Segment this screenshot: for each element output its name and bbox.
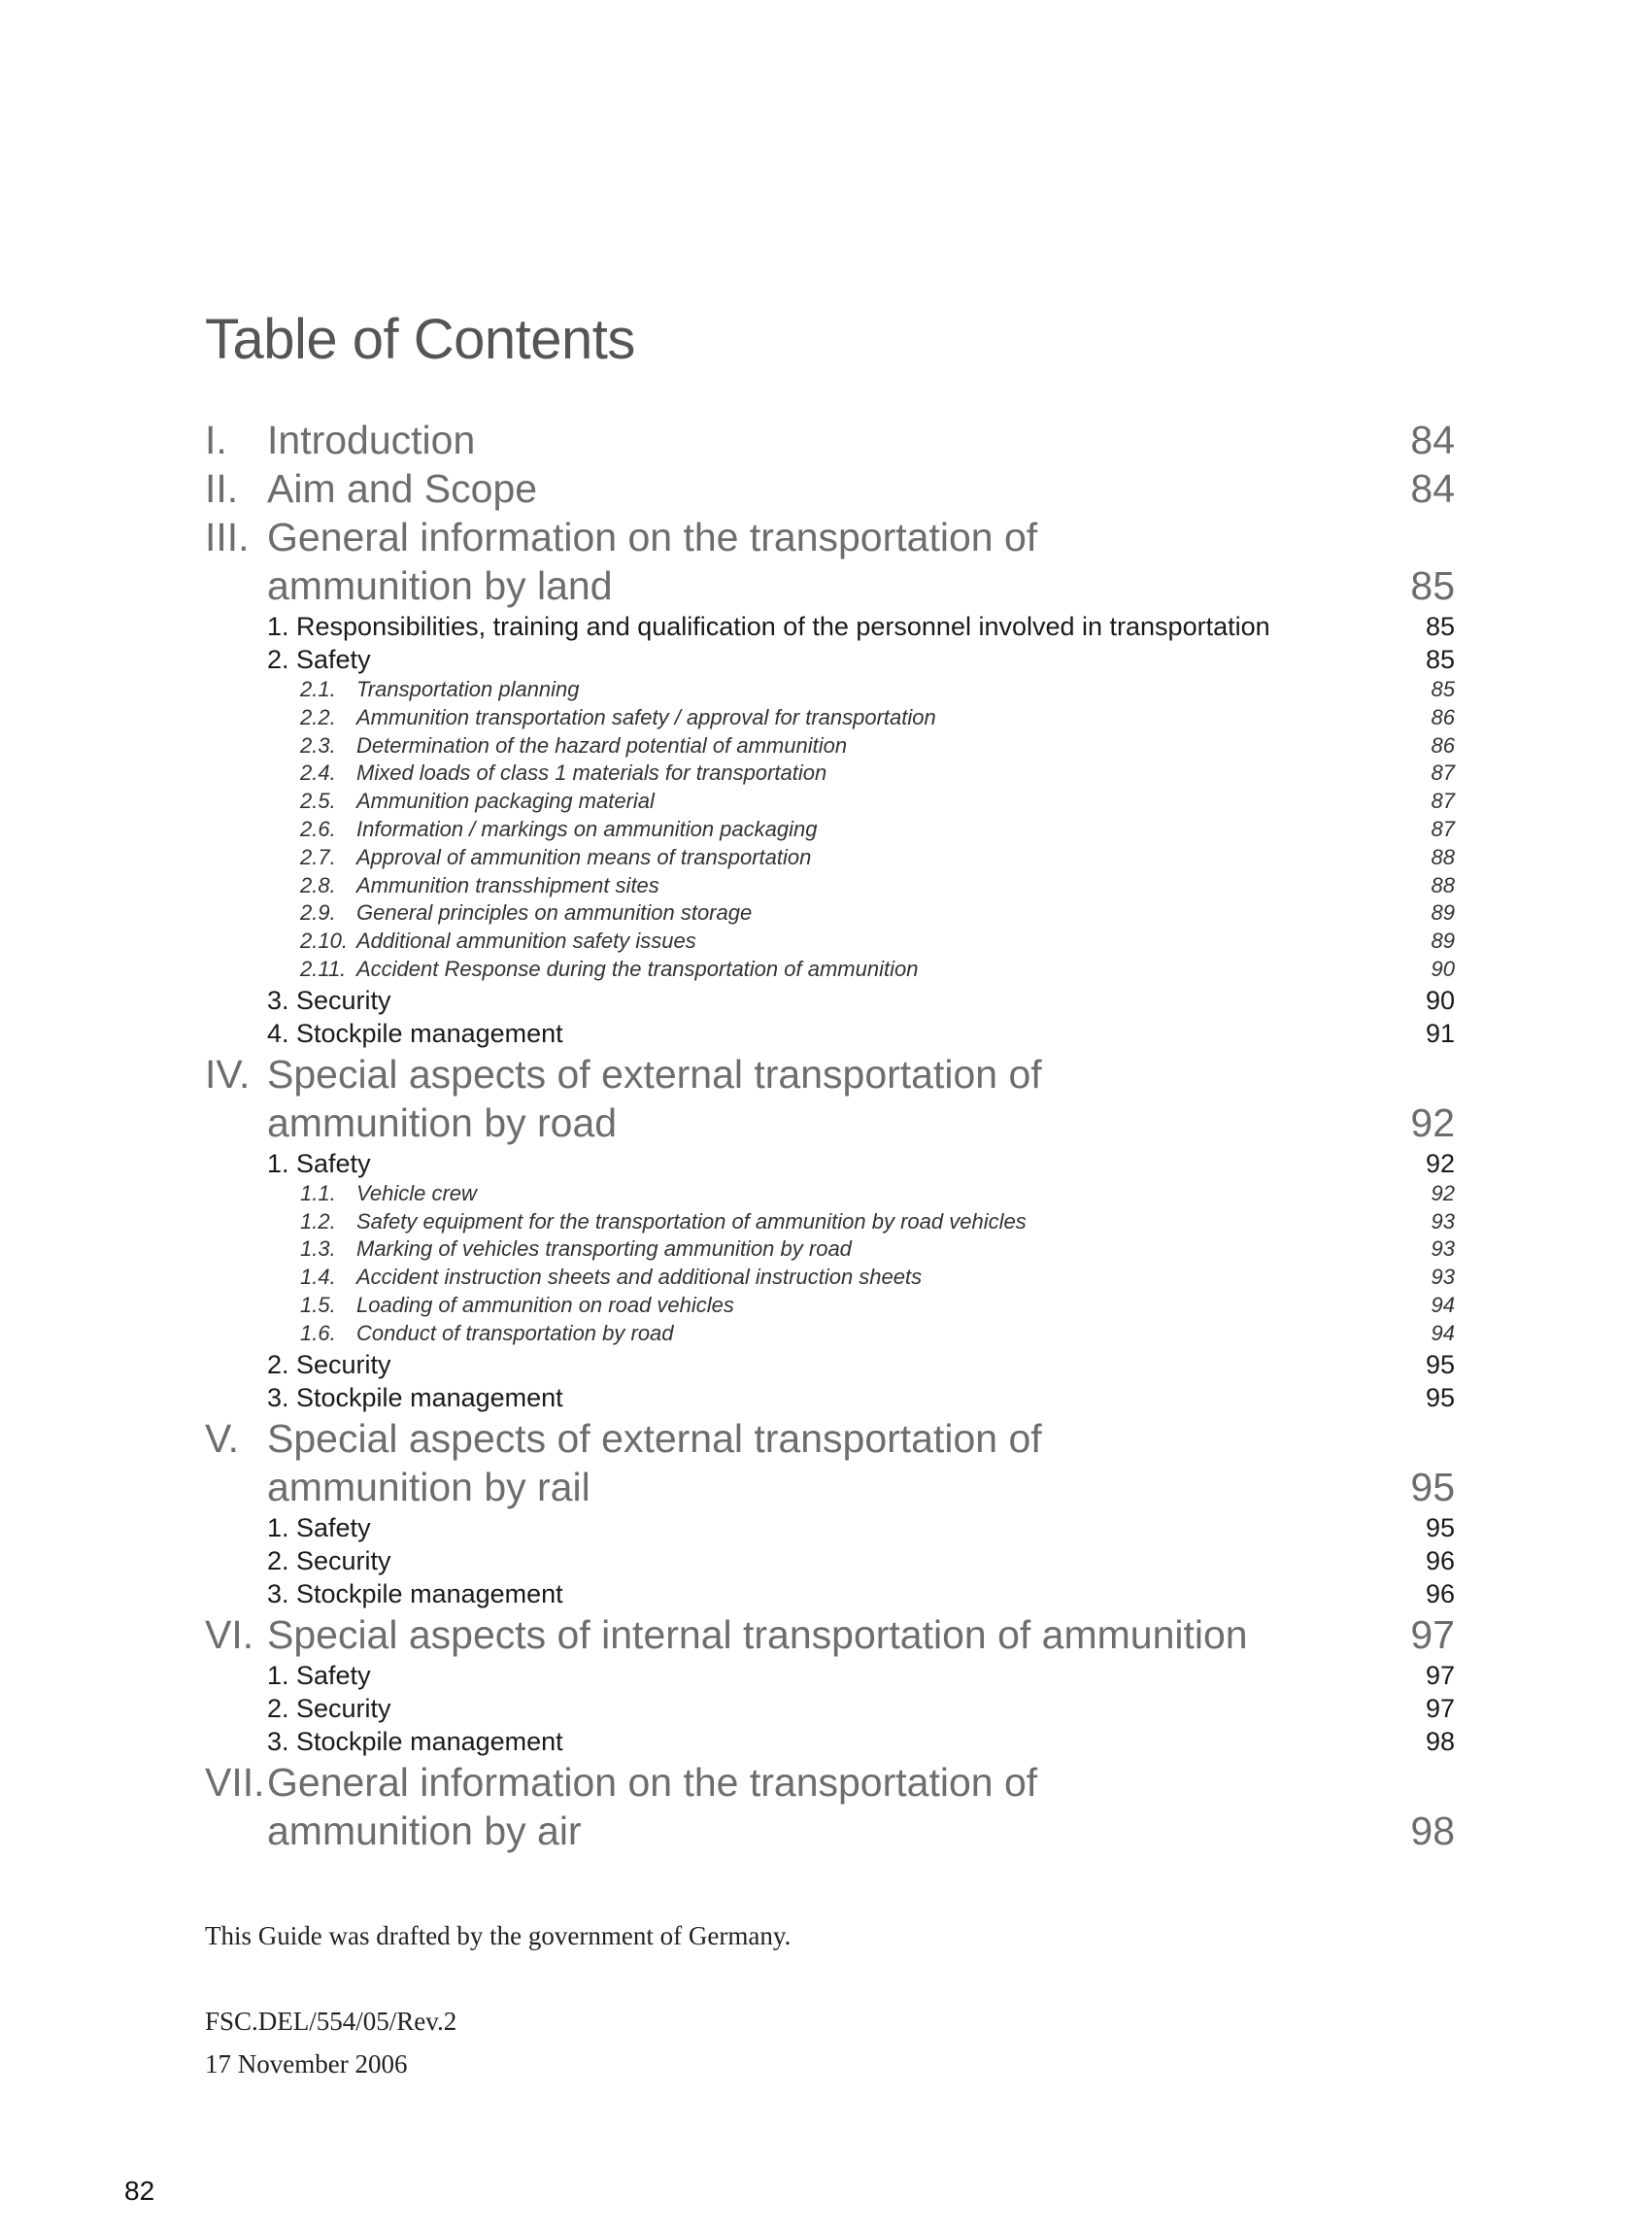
toc-chapter-number: IV. xyxy=(205,1051,251,1097)
toc-chapter-title: Special aspects of external transportation of xyxy=(267,1051,1042,1097)
toc-subsection-number: 1.4. xyxy=(300,1265,336,1290)
toc-page-number: 90 xyxy=(1425,985,1455,1015)
toc-subsection-number: 2.3. xyxy=(300,732,336,758)
toc-page-number: 92 xyxy=(1425,1148,1455,1178)
toc-subsection-title: Vehicle crew xyxy=(356,1180,477,1205)
toc-section-entry[interactable] xyxy=(205,1017,1455,1050)
toc-page-number: 84 xyxy=(1410,466,1455,511)
toc-subsection-entry[interactable] xyxy=(205,956,1455,984)
toc-chapter-number: I. xyxy=(205,418,227,462)
toc-page-number: 91 xyxy=(1425,1018,1455,1048)
toc-subsection-number: 2.5. xyxy=(300,789,336,814)
toc-subsection-entry[interactable] xyxy=(205,1180,1455,1208)
toc-page-number: 93 xyxy=(1431,1236,1455,1262)
toc-chapter-entry[interactable] xyxy=(205,1610,1455,1659)
toc-chapter-title: Special aspects of internal transportation of ammunition xyxy=(267,1611,1248,1657)
toc-chapter-number: V. xyxy=(205,1415,239,1461)
document-reference: FSC.DEL/554/05/Rev.2 xyxy=(205,2007,457,2036)
toc-subsection-title: Mixed loads of class 1 materials for transportation xyxy=(356,761,827,786)
toc-subsection-entry[interactable] xyxy=(205,1292,1455,1320)
toc-page-number: 89 xyxy=(1431,929,1455,954)
toc-chapter-title: Aim and Scope xyxy=(267,466,538,511)
toc-subsection-number: 1.5. xyxy=(300,1292,336,1317)
toc-chapter-title-continued: ammunition by road xyxy=(267,1099,618,1145)
toc-chapter-entry[interactable] xyxy=(205,513,1455,610)
toc-chapter-number: VII. xyxy=(205,1759,265,1805)
toc-section-entry[interactable] xyxy=(205,1725,1455,1758)
toc-page-number: 90 xyxy=(1431,956,1455,981)
toc-subsection-title: Information / markings on ammunition packaging xyxy=(356,816,818,841)
toc-subsection-title: Ammunition packaging material xyxy=(356,789,655,814)
document-date: 17 November 2006 xyxy=(205,2049,408,2079)
toc-page-number: 95 xyxy=(1425,1349,1455,1379)
toc-page-number: 93 xyxy=(1431,1208,1455,1234)
toc-subsection-title: Additional ammunition safety issues xyxy=(356,929,696,954)
toc-page-number: 97 xyxy=(1410,1611,1455,1657)
toc-subsection-entry[interactable] xyxy=(205,704,1455,732)
toc-subsection-title: Marking of vehicles transporting ammunition by road xyxy=(356,1236,852,1262)
toc-subsection-entry[interactable] xyxy=(205,872,1455,900)
toc-subsection-entry[interactable] xyxy=(205,788,1455,816)
toc-subsection-number: 1.6. xyxy=(300,1320,336,1345)
toc-subsection-number: 2.2. xyxy=(300,704,336,729)
toc-chapter-number: III. xyxy=(205,515,250,559)
toc-subsection-number: 2.4. xyxy=(300,761,336,786)
toc-chapter-entry[interactable] xyxy=(205,464,1455,513)
toc-chapter-title: Special aspects of external transportation of xyxy=(267,1415,1042,1461)
toc-section-entry[interactable] xyxy=(205,1692,1455,1725)
toc-section-title: 2. Security xyxy=(267,1693,391,1723)
toc-subsection-entry[interactable] xyxy=(205,844,1455,872)
toc-subsection-title: Transportation planning xyxy=(356,677,580,701)
toc-page-number: 94 xyxy=(1431,1320,1455,1345)
toc-page-number: 96 xyxy=(1425,1578,1455,1608)
table-of-contents xyxy=(205,416,1455,1855)
toc-section-entry[interactable] xyxy=(205,610,1455,643)
toc-chapter-title: General information on the transportation of xyxy=(267,1759,1038,1805)
page-title: Table of Contents xyxy=(205,308,635,371)
toc-subsection-number: 2.11. xyxy=(300,956,347,981)
toc-section-title: 2. Safety xyxy=(267,645,371,674)
toc-page-number: 87 xyxy=(1431,789,1455,814)
toc-page-number: 85 xyxy=(1431,677,1455,701)
toc-section-title: 3. Stockpile management xyxy=(267,1382,563,1412)
toc-page-number: 86 xyxy=(1431,704,1455,729)
toc-subsection-title: Accident Response during the transportation of ammunition xyxy=(356,956,919,981)
toc-subsection-entry[interactable] xyxy=(205,1235,1455,1264)
toc-chapter-title-continued: ammunition by rail xyxy=(267,1464,590,1509)
page-number: 82 xyxy=(124,2176,155,2206)
toc-chapter-entry[interactable] xyxy=(205,1758,1455,1855)
toc-page-number: 85 xyxy=(1425,612,1455,641)
toc-page-number: 87 xyxy=(1431,761,1455,786)
toc-subsection-number: 2.9. xyxy=(300,900,336,926)
toc-subsection-entry[interactable] xyxy=(205,1264,1455,1292)
toc-page-number: 95 xyxy=(1410,1464,1455,1509)
toc-section-title: 1. Safety xyxy=(267,1512,371,1542)
toc-section-entry[interactable] xyxy=(205,1381,1455,1414)
toc-chapter-number: II. xyxy=(205,466,239,511)
toc-section-entry[interactable] xyxy=(205,1147,1455,1180)
toc-chapter-title: General information on the transportation of xyxy=(267,515,1038,559)
toc-page-number: 84 xyxy=(1410,418,1455,462)
toc-page-number: 85 xyxy=(1410,563,1455,608)
toc-section-entry[interactable] xyxy=(205,1659,1455,1692)
toc-section-entry[interactable] xyxy=(205,1348,1455,1381)
toc-subsection-entry[interactable] xyxy=(205,760,1455,788)
toc-subsection-title: Conduct of transportation by road xyxy=(356,1320,674,1345)
toc-subsection-entry[interactable] xyxy=(205,928,1455,956)
toc-page-number: 92 xyxy=(1410,1099,1455,1145)
toc-section-title: 2. Security xyxy=(267,1545,391,1575)
toc-chapter-title-continued: ammunition by land xyxy=(267,563,613,608)
toc-subsection-number: 2.8. xyxy=(300,872,336,897)
toc-page-number: 97 xyxy=(1425,1693,1455,1723)
toc-page-number: 95 xyxy=(1425,1382,1455,1412)
toc-subsection-number: 1.1. xyxy=(300,1180,336,1205)
toc-subsection-entry[interactable] xyxy=(205,732,1455,761)
toc-page-number: 92 xyxy=(1431,1180,1455,1205)
toc-chapter-title-continued: ammunition by air xyxy=(267,1808,582,1853)
toc-section-entry[interactable] xyxy=(205,643,1455,676)
toc-page-number: 94 xyxy=(1431,1292,1455,1317)
toc-subsection-number: 2.1. xyxy=(300,677,336,701)
toc-chapter-entry[interactable] xyxy=(205,1050,1455,1147)
toc-subsection-title: Accident instruction sheets and additional instruction sheets xyxy=(356,1265,923,1290)
toc-chapter-entry[interactable] xyxy=(205,1414,1455,1511)
toc-page-number: 95 xyxy=(1425,1512,1455,1542)
toc-section-entry[interactable] xyxy=(205,1544,1455,1577)
toc-page-number: 98 xyxy=(1410,1808,1455,1853)
toc-section-title: 1. Safety xyxy=(267,1660,371,1690)
toc-page-number: 97 xyxy=(1425,1660,1455,1690)
toc-page-number: 89 xyxy=(1431,900,1455,926)
toc-subsection-entry[interactable] xyxy=(205,1208,1455,1236)
toc-subsection-entry[interactable] xyxy=(205,676,1455,704)
toc-subsection-number: 1.3. xyxy=(300,1236,336,1262)
toc-subsection-number: 1.2. xyxy=(300,1208,336,1234)
toc-subsection-entry[interactable] xyxy=(205,899,1455,928)
toc-subsection-title: Determination of the hazard potential of ammunition xyxy=(356,732,848,758)
toc-subsection-title: General principles on ammunition storage xyxy=(356,900,753,926)
toc-subsection-title: Ammunition transportation safety / approval for transportation xyxy=(356,704,936,729)
toc-section-title: 3. Security xyxy=(267,985,391,1015)
toc-subsection-number: 2.6. xyxy=(300,816,336,841)
toc-section-title: 3. Stockpile management xyxy=(267,1726,563,1756)
toc-section-title: 4. Stockpile management xyxy=(267,1018,563,1048)
toc-section-title: 2. Security xyxy=(267,1349,391,1379)
toc-subsection-number: 2.7. xyxy=(300,844,336,869)
toc-subsection-title: Approval of ammunition means of transportation xyxy=(356,844,812,869)
toc-section-entry[interactable] xyxy=(205,1577,1455,1610)
toc-chapter-entry[interactable] xyxy=(205,416,1455,464)
toc-section-entry[interactable] xyxy=(205,1511,1455,1544)
toc-section-title: 3. Stockpile management xyxy=(267,1578,563,1608)
toc-subsection-entry[interactable] xyxy=(205,1320,1455,1348)
toc-page-number: 85 xyxy=(1425,645,1455,674)
toc-subsection-entry[interactable] xyxy=(205,816,1455,844)
toc-chapter-title: Introduction xyxy=(267,418,476,462)
toc-page-number: 98 xyxy=(1425,1726,1455,1756)
toc-subsection-title: Loading of ammunition on road vehicles xyxy=(356,1292,734,1317)
toc-section-entry[interactable] xyxy=(205,984,1455,1017)
toc-page-number: 96 xyxy=(1425,1545,1455,1575)
toc-page-number: 87 xyxy=(1431,816,1455,841)
toc-page-number: 88 xyxy=(1431,872,1455,897)
toc-subsection-title: Safety equipment for the transportation of ammunition by road vehicles xyxy=(356,1208,1027,1234)
toc-chapter-number: VI. xyxy=(205,1611,254,1657)
toc-subsection-title: Ammunition transshipment sites xyxy=(356,872,659,897)
toc-section-title: 1. Responsibilities, training and qualification of the personnel involved in transportation xyxy=(267,612,1270,641)
drafting-note: This Guide was drafted by the government of Germany. xyxy=(205,1921,792,1950)
toc-subsection-number: 2.10. xyxy=(300,929,348,954)
toc-section-title: 1. Safety xyxy=(267,1148,371,1178)
toc-page-number: 86 xyxy=(1431,732,1455,758)
toc-page-number: 88 xyxy=(1431,844,1455,869)
toc-page-number: 93 xyxy=(1431,1265,1455,1290)
